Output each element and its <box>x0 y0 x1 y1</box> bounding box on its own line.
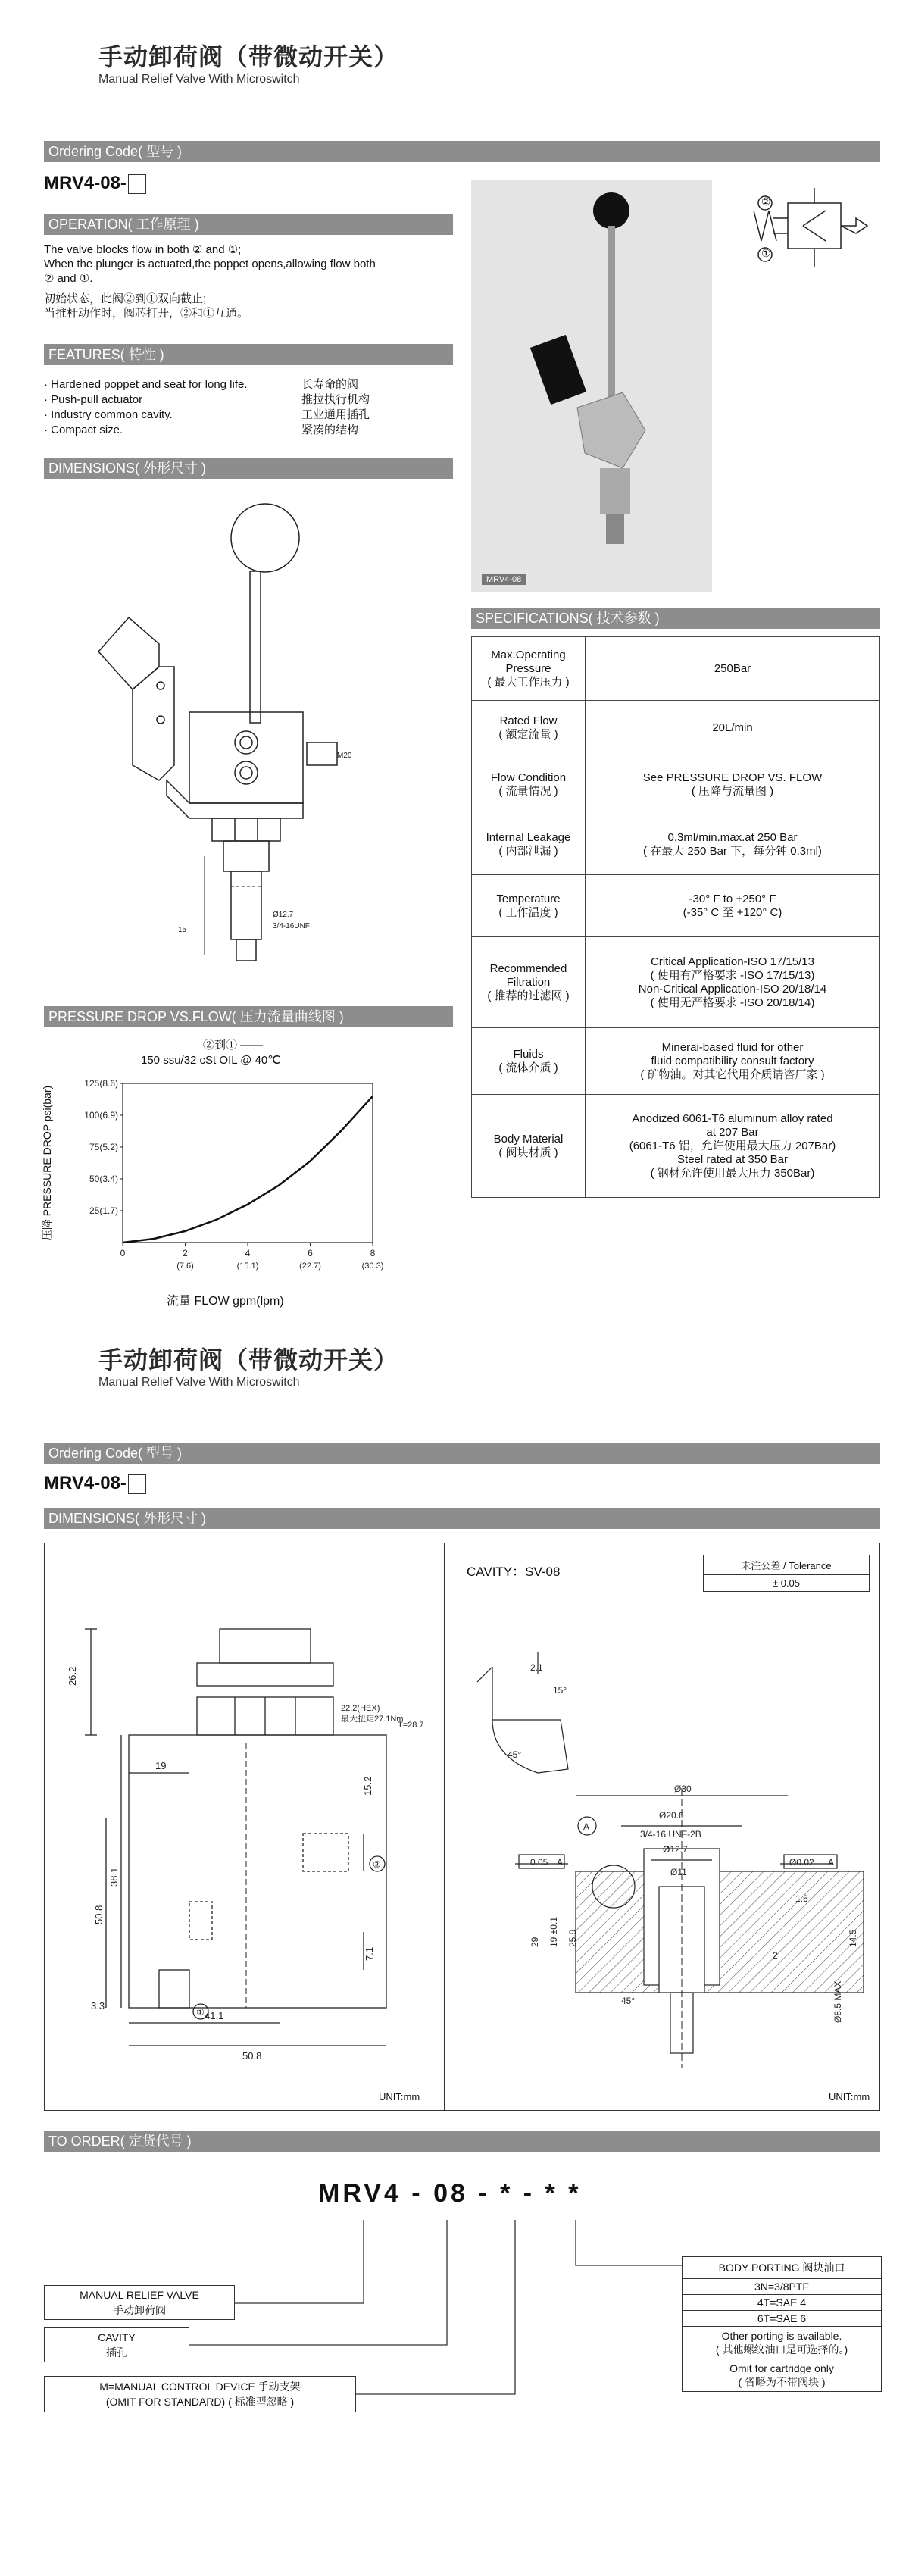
microswitch-body <box>98 617 159 689</box>
angle-45b: 45° <box>621 1996 636 2006</box>
x-tick-label: 6 <box>308 1248 313 1258</box>
dimensions-header: DIMENSIONS( 外形尺寸 ) <box>44 458 453 479</box>
features-list <box>44 377 453 438</box>
pressure-header: PRESSURE DROP VS.FLOW( 压力流量曲线图 ) <box>44 1006 453 1027</box>
port1-label: ① <box>196 2007 205 2018</box>
spec-row: Max.Operating Pressure ( 最大工作压力 ) 250Bar <box>472 637 880 701</box>
knob-ball <box>231 504 299 572</box>
chart-frame <box>123 1083 373 1243</box>
spec-row: Flow Condition ( 流量情况 ) See PRESSURE DROP VS. FLOW ( 压降与流量图 ) <box>472 755 880 814</box>
chart-ylabel-wrap <box>39 1076 55 1250</box>
product-photo-image <box>471 180 712 592</box>
spec-row: Fluids ( 流体介质 ) Minerai-based fluid for other fluid compatibility consult factory ( 矿物油。对其它代用介质请咨厂家 ) <box>472 1028 880 1095</box>
specs-table <box>471 636 880 1198</box>
chart-xlabel: 流量 FLOW gpm(lpm) <box>167 1295 284 1308</box>
model-option-box <box>128 174 146 194</box>
dim-50-8v: 50.8 <box>93 1905 105 1924</box>
feature-item: · Industry common cavity. 工业通用插孔 <box>44 408 370 421</box>
page2-model-text: MRV4-08- <box>44 1473 127 1493</box>
y-tick-label: 125(8.6) <box>84 1078 118 1089</box>
page2-dimensions-header: DIMENSIONS( 外形尺寸 ) <box>44 1508 880 1529</box>
order-item-control: M=MANUAL CONTROL DEVICE 手动支架 (OMIT FOR STANDARD) ( 标准型忽略 ) <box>44 2376 356 2412</box>
dim-2-1: 2.1 <box>530 1662 543 1673</box>
dim-t: T=28.7 <box>398 1721 424 1730</box>
series-line <box>123 1096 373 1243</box>
valve-body-drawing <box>45 1546 442 2106</box>
x-tick-label: 0 <box>120 1248 126 1258</box>
operation-line: ② and ①. <box>44 272 93 285</box>
dim-d11: Ø11 <box>670 1867 687 1877</box>
tolerance-box <box>703 1555 870 1592</box>
pressure-drop-chart <box>55 1061 388 1280</box>
x-tick-label-lpm: (15.1) <box>236 1261 259 1271</box>
x-tick-label-lpm: (22.7) <box>299 1261 321 1271</box>
tol-ref-a2: A <box>828 1857 835 1868</box>
tol-ref-a1: A <box>557 1857 564 1868</box>
dim-thread: 3/4-16 UNF-2B <box>640 1829 701 1840</box>
dim-3-3: 3.3 <box>91 2000 105 2012</box>
detail-a: A <box>583 1821 590 1832</box>
operation-text <box>44 242 453 320</box>
dim-d30: Ø30 <box>674 1784 692 1794</box>
order-item-valve: MANUAL RELIEF VALVE 手动卸荷阀 <box>44 2285 235 2320</box>
page2-title-cn: 手动卸荷阀（带微动开关） <box>98 1346 399 1374</box>
page2-model-box <box>128 1474 146 1494</box>
x-tick-label-lpm: (30.3) <box>361 1261 384 1271</box>
lever-rod <box>250 571 261 723</box>
dim-2: 2 <box>773 1950 778 1961</box>
x-tick-label: 4 <box>245 1248 251 1258</box>
porting-title: BODY PORTING 阀块油口 <box>683 2257 881 2279</box>
operation-header: OPERATION( 工作原理 ) <box>44 214 453 235</box>
y-tick-label: 75(5.2) <box>89 1142 118 1152</box>
dim-26-2: 26.2 <box>67 1666 78 1686</box>
tolerance-value: ± 0.05 <box>772 1577 801 1589</box>
port2-label: ② <box>373 1859 381 1870</box>
porting-note: Other porting is available. ( 其他螺纹油口是可选择的。) <box>683 2327 881 2359</box>
porting-option: 4T=SAE 4 <box>683 2295 881 2311</box>
order-item-cavity: CAVITY 插孔 <box>44 2327 189 2362</box>
page2-model-code <box>44 1473 146 1494</box>
page2-title-en: Manual Relief Valve With Microswitch <box>98 1376 300 1389</box>
model-code <box>44 173 146 194</box>
dim-d20-6: Ø20.6 <box>659 1810 684 1821</box>
product-photo <box>471 180 712 592</box>
order-code: MRV4 - 08 - * - * * <box>318 2179 582 2208</box>
feature-item: · Push-pull actuator 推拉执行机构 <box>44 393 370 406</box>
valve-body <box>189 712 303 803</box>
symbol-port-2: ② <box>761 195 771 208</box>
body-porting-box <box>682 2256 882 2392</box>
cartridge-stem <box>231 871 261 939</box>
cavity-label: CAVITY：SV-08 <box>467 1565 561 1579</box>
manifold-body <box>129 1735 386 2008</box>
angle-45: 45° <box>508 1749 522 1760</box>
chart-ylabel: 压降 PRESSURE DROP psi(bar) <box>41 1085 53 1241</box>
dim-19-tol: 19 ±0.1 <box>548 1917 559 1947</box>
dim-19: 19 <box>155 1760 167 1771</box>
operation-line: The valve blocks flow in both ② and ①; <box>44 243 242 256</box>
dim-1-6: 1.6 <box>795 1893 808 1904</box>
x-tick-label: 2 <box>183 1248 188 1258</box>
y-tick-label: 100(6.9) <box>84 1110 118 1121</box>
photo-caption: MRV4-08 <box>482 574 526 585</box>
ordering-code-header: Ordering Code( 型号 ) <box>44 141 880 162</box>
unit-left: UNIT:mm <box>379 2091 420 2102</box>
spec-row: Recommended Filtration ( 推荐的过滤网 ) Critical Application-ISO 17/15/13 ( 使用有严格要求 -ISO 17/15/13) Non-Critical Application-ISO 20/18/14 ( 使用无严格要求 -ISO 20/18/14) <box>472 937 880 1028</box>
page-title-cn: 手动卸荷阀（带微动开关） <box>98 42 399 71</box>
spec-row: Temperature ( 工作温度 ) -30° F to +250° F (-35° C 至 +120° C) <box>472 875 880 937</box>
chart-legend: ②到① —— <box>203 1039 264 1052</box>
y-tick-label: 50(3.4) <box>89 1174 118 1184</box>
features-header: FEATURES( 特性 ) <box>44 344 453 365</box>
dim-thread: 3/4-16UNF <box>273 922 310 930</box>
port-callout: M20 <box>337 752 352 760</box>
dim-dia: Ø12.7 <box>273 911 294 919</box>
dim-15-2: 15.2 <box>362 1776 373 1796</box>
valve-drawing <box>76 492 394 993</box>
tol-0-05: 0.05 <box>530 1857 548 1868</box>
dimensions-divider <box>444 1543 445 2111</box>
x-tick-label-lpm: (7.6) <box>176 1261 194 1271</box>
model-code-text: MRV4-08- <box>44 173 127 193</box>
dim-29: 29 <box>529 1937 540 1947</box>
tol-d0-02: Ø0.02 <box>789 1857 814 1868</box>
dim-d8-5: Ø8.5 MAX <box>832 1980 843 2023</box>
porting-option: 3N=3/8PTF <box>683 2279 881 2295</box>
page2-ordering-header: Ordering Code( 型号 ) <box>44 1443 880 1464</box>
feature-item: · Compact size. 紧凑的结构 <box>44 424 359 436</box>
chart-oil-note: 150 ssu/32 cSt OIL @ 40℃ <box>141 1054 281 1067</box>
angle-15: 15° <box>553 1685 567 1696</box>
unit-right: UNIT:mm <box>829 2091 870 2102</box>
operation-line: 初始状态，此阀②到①双向截止; <box>44 292 207 305</box>
dim-hex: 22.2(HEX) <box>341 1704 380 1713</box>
dim-torque: 最大扭矩27.1Nm <box>341 1715 404 1724</box>
tolerance-title: 未注公差 / Tolerance <box>704 1555 869 1575</box>
dim-50-8h: 50.8 <box>242 2050 262 2062</box>
dim-7-1: 7.1 <box>364 1946 375 1961</box>
feature-item: · Hardened poppet and seat for long life. 长寿命的阀 <box>44 378 359 391</box>
x-tick-label: 8 <box>370 1248 376 1258</box>
dim-41-1: 41.1 <box>205 2010 224 2021</box>
operation-line: When the plunger is actuated,the poppet opens,allowing flow both <box>44 258 376 270</box>
dim-d12-7: Ø12.7 <box>663 1844 688 1855</box>
y-tick-label: 25(1.7) <box>89 1205 118 1216</box>
hydraulic-symbol <box>712 180 883 279</box>
dim-25-9: 25.9 <box>567 1929 578 1947</box>
porting-omit-note: Omit for cartridge only ( 省略为不带阀块 ) <box>729 2362 834 2388</box>
dim-38-1: 38.1 <box>108 1867 120 1887</box>
dim-14-5: 14.5 <box>848 1929 858 1947</box>
spec-row: Body Material ( 阀块材质 ) Anodized 6061-T6 aluminum alloy rated at 207 Bar (6061-T6 铝，允许使用最大压力 207Bar) Steel rated at 350 Bar ( 钢材允许使用最大压力 350Bar) <box>472 1095 880 1198</box>
spec-row: Internal Leakage ( 内部泄漏 ) 0.3ml/min.max.at 250 Bar ( 在最大 250 Bar 下，每分钟 0.3ml) <box>472 814 880 875</box>
to-order-header: TO ORDER( 定货代号 ) <box>44 2131 880 2152</box>
page-title-en: Manual Relief Valve With Microswitch <box>98 73 300 86</box>
operation-line: 当推杆动作时，阀芯打开，②和①互通。 <box>44 307 249 320</box>
hex-nut <box>212 818 280 841</box>
spec-row: Rated Flow ( 额定流量 ) 20L/min <box>472 701 880 755</box>
porting-option: 6T=SAE 6 <box>683 2311 881 2327</box>
symbol-port-1: ① <box>761 247 771 259</box>
dim-len: 15 <box>178 926 187 934</box>
cavity-drawing <box>447 1599 879 2106</box>
specs-header: SPECIFICATIONS( 技术参数 ) <box>471 608 880 629</box>
